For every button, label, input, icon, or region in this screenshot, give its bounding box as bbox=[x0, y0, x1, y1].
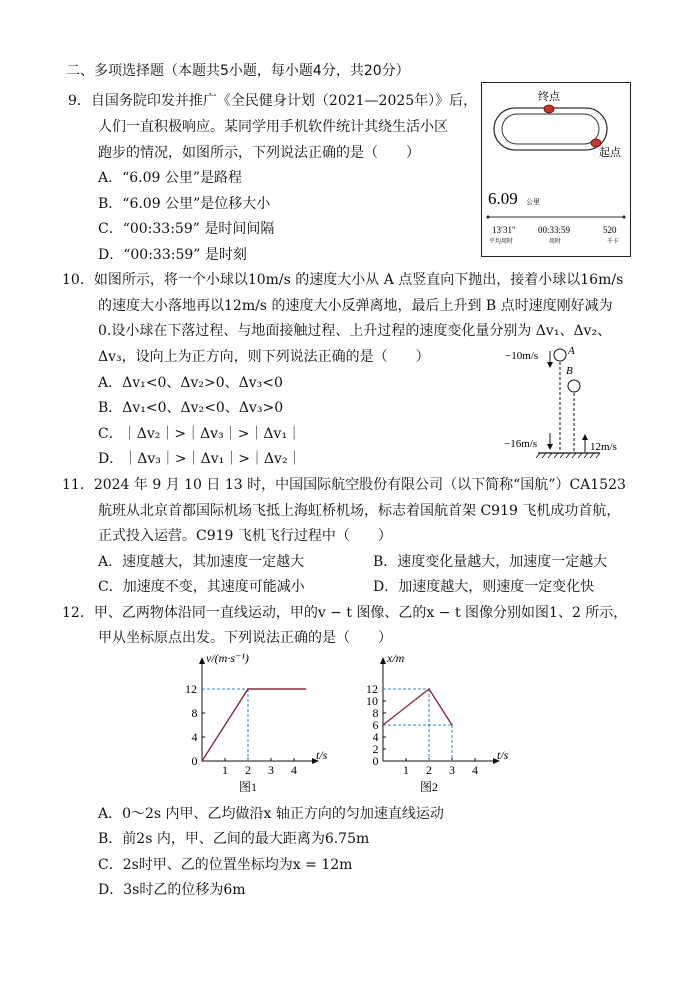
x-tick-label: 1 bbox=[403, 763, 409, 777]
label-b: B bbox=[566, 365, 573, 377]
distance-value: 6.09 bbox=[488, 189, 518, 208]
track-inner bbox=[502, 114, 599, 144]
y-axis-arrow-icon bbox=[199, 657, 205, 664]
arrow-down-icon bbox=[547, 362, 553, 368]
q10-line-1: 10．如图所示，将一个小球以10m/s 的速度大小从 A 点竖直向下抛出，接着小球以16m/s bbox=[62, 272, 624, 288]
q9-option-a: A．“6.09 公里”是路程 bbox=[98, 170, 243, 186]
q11-line-2: 航班从北京首都国际机场飞抵上海虹桥机场，标志着国航首架 C919 飞机成功首航， bbox=[98, 503, 621, 519]
y-tick-label: 2 bbox=[372, 742, 379, 756]
x-tick-label: 2 bbox=[245, 763, 251, 777]
q10-option-d: D．｜Δv₃｜>｜Δv₁｜>｜Δv₂｜ bbox=[98, 451, 302, 467]
q11-line-1: 11．2024 年 9 月 10 日 13 时，中国国际航空股份有限公司（以下简称“国航”）CA1523 bbox=[62, 477, 626, 493]
duration-label: 用时 bbox=[549, 239, 562, 245]
q12-line-2: 甲从坐标原点出发。下列说法正确的是（ ） bbox=[98, 630, 392, 646]
q9-line-2: 人们一直积极响应。某同学用手机软件统计其绕生活小区 bbox=[98, 119, 448, 135]
label-a: A bbox=[568, 345, 575, 357]
v-up-label: 12m/s bbox=[590, 441, 617, 453]
q10-option-c: C．｜Δv₂｜>｜Δv₃｜>｜Δv₁｜ bbox=[98, 426, 302, 442]
y-tick-label: 0 bbox=[191, 754, 198, 768]
q10-option-a: A．Δv₁<0、Δv₂>0、Δv₃<0 bbox=[98, 375, 283, 391]
q10-line-2: 的速度大小落地再以12m/s 的速度大小反弹离地，最后上升到 B 点时速度刚好减为 bbox=[98, 298, 613, 314]
q10-option-b: B．Δv₁<0、Δv₂<0、Δv₃>0 bbox=[98, 400, 284, 416]
y-tick-label: 8 bbox=[372, 706, 379, 720]
data-point bbox=[305, 688, 307, 690]
q11-line-3: 正式投入运营。C919 飞机飞行过程中（ ） bbox=[98, 528, 392, 544]
x-axis-label: t/s bbox=[316, 748, 328, 762]
q10-line-3: 0.设小球在下落过程、与地面接触过程、上升过程的速度变化量分别为 Δv₁、Δv₂、 bbox=[98, 323, 612, 339]
data-point bbox=[428, 688, 430, 690]
section-title: 二、多项选择题（本题共5小题，每小题4分，共20分） bbox=[66, 63, 410, 79]
y-tick-label: 4 bbox=[191, 730, 198, 744]
x-tick-label: 4 bbox=[472, 763, 478, 777]
q9-line-3: 跑步的情况，如图所示，下列说法正确的是（ ） bbox=[98, 145, 420, 161]
q10-line-4: Δv₃，设向上为正方向，则下列说法正确的是（ ） bbox=[98, 349, 430, 365]
data-point bbox=[382, 724, 384, 726]
data-point bbox=[247, 688, 249, 690]
arrow-up-icon bbox=[582, 434, 588, 440]
data-point bbox=[201, 760, 203, 762]
y-tick-label: 10 bbox=[366, 694, 378, 708]
v-top-label: −10m/s bbox=[505, 350, 539, 362]
y-tick-label: 6 bbox=[372, 718, 379, 732]
y-tick-label: 4 bbox=[372, 730, 379, 744]
q9-option-d: D．“00:33:59” 是时刻 bbox=[98, 247, 247, 263]
series-line bbox=[383, 689, 452, 725]
y-axis-label: v/(m·s⁻¹) bbox=[206, 651, 249, 665]
end-marker-icon bbox=[544, 105, 554, 113]
figure-caption: 图1 bbox=[239, 780, 258, 794]
q9-option-c: C．“00:33:59” 是时间间隔 bbox=[98, 221, 275, 237]
y-tick-label: 12 bbox=[366, 682, 378, 696]
y-axis-label: x/m bbox=[387, 651, 405, 665]
running-track-figure bbox=[482, 83, 630, 256]
y-tick-label: 8 bbox=[191, 706, 198, 720]
start-marker-icon bbox=[591, 139, 601, 147]
x-axis-label: t/s bbox=[497, 748, 509, 762]
ball-a bbox=[554, 349, 566, 361]
q11-option-d: D．加速度越大，则速度一定变化快 bbox=[373, 579, 595, 595]
q11-option-a: A．速度越大，其加速度一定越大 bbox=[98, 554, 305, 570]
distance-unit: 公里 bbox=[526, 198, 540, 206]
chart-fig1 bbox=[180, 644, 340, 794]
chart-fig2 bbox=[355, 650, 525, 794]
y-tick-label: 0 bbox=[372, 754, 379, 768]
v-bottom-label: −16m/s bbox=[504, 438, 538, 450]
x-tick-label: 3 bbox=[268, 763, 274, 777]
x-tick-label: 2 bbox=[426, 763, 432, 777]
y-axis-arrow-icon bbox=[380, 657, 386, 664]
duration-value: 00:33:59 bbox=[538, 225, 571, 235]
q11-option-c: C．加速度不变，其速度可能减小 bbox=[98, 579, 305, 595]
y-tick-label: 12 bbox=[185, 682, 197, 696]
end-label: 终点 bbox=[538, 91, 560, 103]
q9-line-1: 9．自国务院印发并推广《全民健身计划（2021—2025年）》后， bbox=[68, 93, 478, 109]
ground-hatch bbox=[536, 453, 600, 458]
avg-pace-value: 13′31″ bbox=[492, 225, 516, 235]
series-line bbox=[202, 689, 306, 761]
x-tick-label: 1 bbox=[222, 763, 228, 777]
q9-option-b: B．“6.09 公里”是位移大小 bbox=[98, 196, 271, 212]
figure-caption: 图2 bbox=[420, 780, 439, 794]
q12-option-b: B．前2s 内，甲、乙间的最大距离为6.75m bbox=[98, 831, 370, 847]
q12-option-d: D．3s时乙的位移为6m bbox=[98, 882, 246, 898]
x-tick-label: 3 bbox=[449, 763, 455, 777]
arrow-down-icon bbox=[547, 444, 553, 450]
start-label: 起点 bbox=[599, 147, 621, 159]
ball-bounce-figure bbox=[500, 340, 630, 470]
x-tick-label: 4 bbox=[291, 763, 297, 777]
q12-option-c: C．2s时甲、乙的位置坐标均为x = 12m bbox=[98, 857, 353, 873]
avg-pace-label: 平均用时 bbox=[489, 239, 514, 245]
q12-option-a: A．0～2s 内甲、乙均做沿x 轴正方向的匀加速直线运动 bbox=[98, 806, 444, 822]
calories-value: 520 bbox=[603, 225, 617, 235]
q11-option-b: B．速度变化量越大，加速度一定越大 bbox=[373, 554, 608, 570]
running-app-panel bbox=[481, 82, 631, 257]
ball-b bbox=[568, 380, 580, 392]
calories-label: 千卡 bbox=[607, 239, 620, 245]
q12-line-1: 12．甲、乙两物体沿同一直线运动，甲的v − t 图像、乙的x − t 图像分别如图1、2 所示， bbox=[62, 605, 628, 621]
data-point bbox=[451, 724, 453, 726]
